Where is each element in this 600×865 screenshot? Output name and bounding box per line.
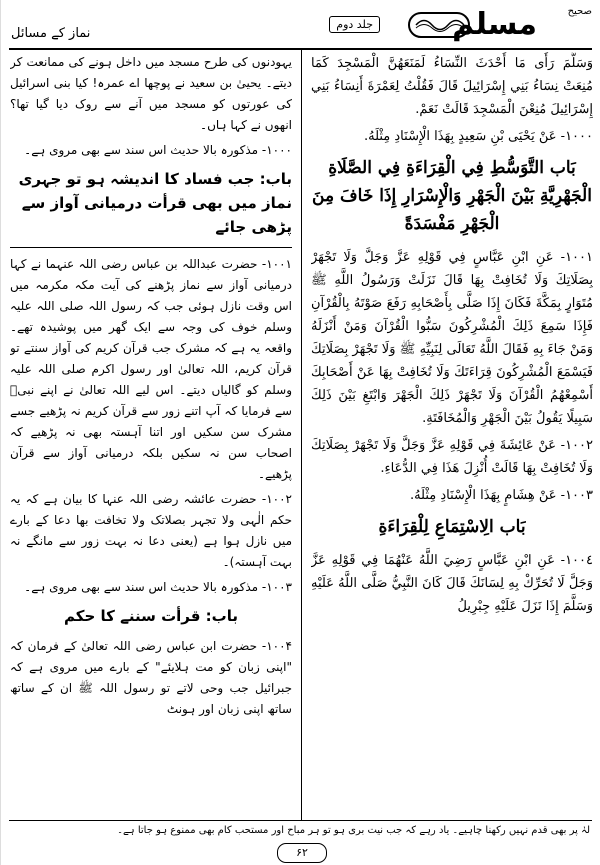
urdu-chapter-heading: باب: جب فساد کا اندیشہ ہو تو جہری نماز میں بھی قرأت درمیانی آواز سے پڑھی جائے [18,170,292,236]
divider [10,247,292,248]
book-title-block [397,4,592,46]
arabic-column [311,52,593,818]
urdu-hadith-1000: ۱۰۰۰- مذکورہ بالا حدیث اس سند سے بھی مروی ہے۔ [24,143,292,157]
urdu-column [10,52,292,818]
urdu-hadith-1003: ۱۰۰۳- مذکورہ بالا حدیث اس سند سے بھی مروی ہے۔ [24,580,292,594]
page-number: ۶۲ [277,843,327,863]
arabic-hadith-1001: ١٠٠١- عَنِ ابْنِ عَبَّاسٍ فِي قَوْلِهِ عَزَّ وَجَلَّ وَلَا تَجْهَرْ بِصَلَاتِكَ وَلَا تُخَافِتْ بِهَا قَالَ نَزَلَتْ وَرَسُولُ اللَّهِ ﷺ مُتَوَارٍ بِمَكَّةَ فَكَانَ إِذَا صَلَّى بِأَصْحَابِهِ رَفَعَ صَوْتَهُ بِالْقُرْآنِ فَإِذَا سَمِعَ ذَلِكَ الْمُشْرِكُونَ سَبُّوا الْقُرْآنَ وَمَنْ أَنْزَلَهُ وَمَنْ جَاءَ بِهِ فَقَالَ اللَّهُ تَعَالَى لِنَبِيِّهِ ﷺ وَلَا تَجْهَرْ بِصَلَاتِكَ فَيَسْمَعَ الْمُشْرِكُونَ قِرَاءَتَكَ وَلَا تُخَافِتْ بِهَا عَنْ أَصْحَابِكَ أَسْمِعْهُمُ الْقُرْآنَ وَلَا تَجْهَرْ ذَلِكَ الْجَهْرَ وَابْتَغِ بَيْنَ ذَلِكَ سَبِيلًا يَقُولُ بَيْنَ الْجَهْرِ وَالْمُخَافَتَةِ. [311,250,593,426]
arabic-hadith-1002: ١٠٠٢- عَنْ عَائِشَةَ فِي قَوْلِهِ عَزَّ وَجَلَّ وَلَا تَجْهَرْ بِصَلَاتِكَ وَلَا تُخَافِتْ بِهَا قَالَتْ أُنْزِلَ هَذَا فِي الدُّعَاءِ. [311,438,593,476]
urdu-hadith-1002: ۱۰۰۲- حضرت عائشہ رضی اللہ عنہا کا بیان ہے کہ یہ حکم الٰہی ولا تجہر بصلاتک ولا تخافت بھا دعا کے بارے میں نازل ہوا ہے (یعنی دعا نہ بہت زور سے مانگے نہ بہت آہستہ)۔ [10,492,292,569]
urdu-hadith-1004: ۱۰۰۴- حضرت ابن عباس رضی اللہ تعالیٰ کے فرمان کہ "اپنی زبان کو مت ہلایئے" کے بارے میں مروی ہے کہ جبرائیل جب وحی لاتے تو رسول اللہ ﷺ ان کے ساتھ ساتھ اپنی زبان اور ہونٹ [10,639,292,716]
book-title: مسلم [452,7,537,42]
chapter-title: نماز کے مسائل [11,26,91,41]
arabic-chapter-heading: بَاب التَّوَسُّطِ فِي الْقِرَاءَةِ فِي الصَّلَاةِ الْجَهْرِيَّةِ بَيْنَ الْجَهْرِ وَالْإِسْرَارِ إِذَا خَافَ مِنَ الْجَهْرِ مَفْسَدَةً [312,158,592,234]
book-title-prefix: صحیح [567,6,592,17]
urdu-paragraph: یہودنوں کی طرح مسجد میں داخل ہونے کی ممانعت کر دیتے۔ یحییٰ بن سعید نے پوچھا اے عمرہ! کیا بنی اسرائیل کی عورتوں کو مسجد میں آنے سے روک دیا گیا تھا؟ انھوں نے کہا ہاں۔ [10,55,292,132]
page-header [9,4,592,50]
volume-badge: جلد دوم [329,16,380,33]
column-divider [301,50,302,820]
arabic-hadith-1000: ١٠٠٠- عَنْ يَحْيَى بْنِ سَعِيدٍ بِهَذَا الْإِسْنَادِ مِثْلَهُ. [363,129,593,144]
arabic-chapter-heading-2: بَاب الِاسْتِمَاعِ لِلْقِرَاءَةِ [378,517,526,537]
arabic-hadith-1003: ١٠٠٣- عَنْ هِشَامٍ بِهَذَا الْإِسْنَادِ مِثْلَهُ. [409,488,593,503]
urdu-chapter-heading-2: باب: قرأت سننے کا حکم [63,607,239,625]
footnote-divider [9,820,592,821]
arabic-hadith-1004: ١٠٠٤- عَنِ ابْنِ عَبَّاسٍ رَضِيَ اللَّهُ عَنْهُمَا فِي قَوْلِهِ عَزَّ وَجَلَّ لَا تُحَرِّكْ بِهِ لِسَانَكَ قَالَ كَانَ النَّبِيُّ صَلَّى اللَّهُ عَلَيْهِ وَسَلَّمَ إِذَا نَزَلَ عَلَيْهِ جِبْرِيلُ [311,553,593,614]
urdu-hadith-1001: ۱۰۰۱- حضرت عبداللہ بن عباس رضی اللہ عنہما نے کہا درمیانی آواز سے نماز پڑھنے کی آیت مکہ مکرمہ میں اس وقت نازل ہوئی جب کہ رسول اللہ صلی اللہ علیہ وسلم خوف کی وجہ سے ایک گھر میں پوشیدہ تھے۔ واقعہ یہ ہے کہ مشرک جب قرآن کریم کی آواز سنتے تو قرآن کریم، اللہ تعالیٰ اور رسول اکرم صلی اللہ علیہ وسلم کو گالیاں دیتے۔ اس لیے اللہ تعالیٰ نے اپنے نبیؐ سے فرمایا کہ آپ اتنے زور سے قرآن کریم نہ پڑھیے جسے مشرک سن سکیں اور اتنا آہستہ بھی نہ پڑھیے کہ اصحاب سن نہ سکیں بلکہ درمیانی آواز سے قرآن پڑھیے۔ [10,257,292,481]
decorative-seal-icon [408,12,470,38]
footnote: لہٰ پر بھی قدم نہیں رکھنا چاہیے۔ یاد رہے کہ جب نیت بری ہو تو ہر مباح اور مستحب کام بھی ممنوع ہو جاتا ہے۔ [117,825,590,836]
arabic-paragraph: وَسَلَّمَ رَأَى مَا أَحْدَثَ النِّسَاءُ لَمَنَعَهُنَّ الْمَسْجِدَ كَمَا مُنِعَتْ نِسَاءُ بَنِي إِسْرَائِيلَ قَالَ فَقُلْتُ لِعَمْرَةَ أَنِسَاءُ بَنِي إِسْرَائِيلَ مُنِعْنَ الْمَسْجِدَ قَالَتْ نَعَمْ. [311,56,593,117]
